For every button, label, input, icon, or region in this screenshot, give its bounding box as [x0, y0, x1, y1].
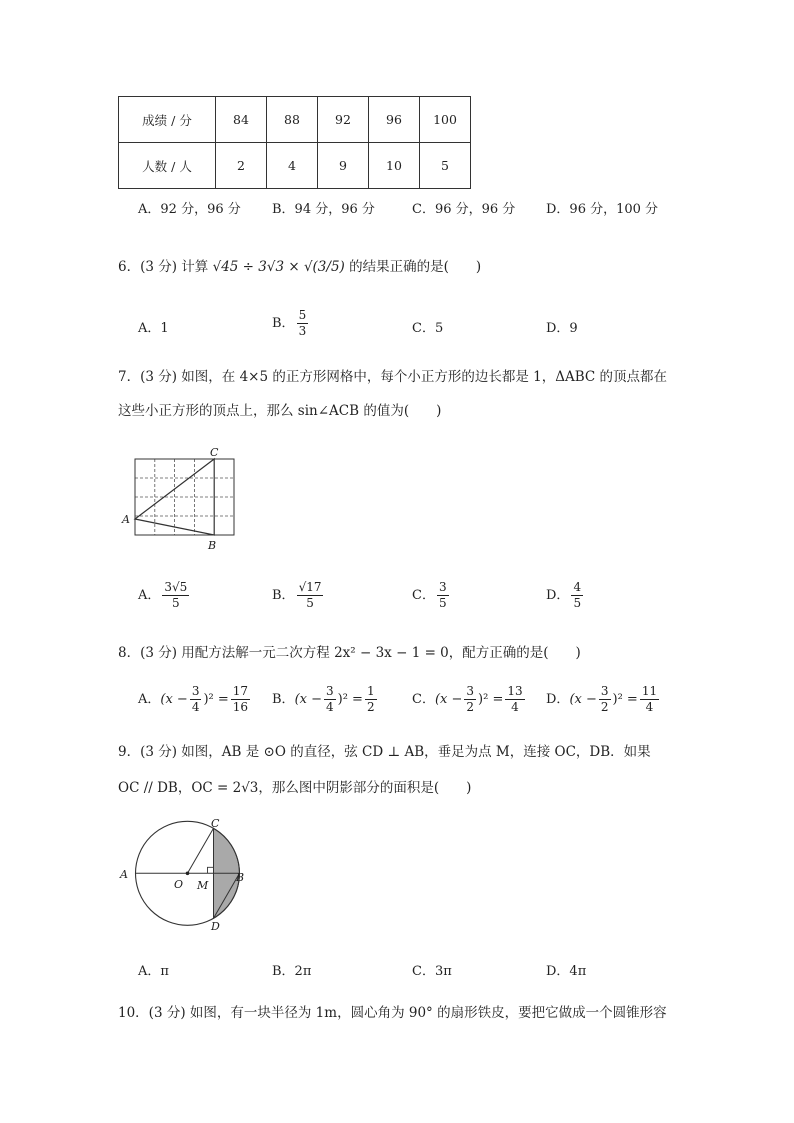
label-a: A: [122, 513, 130, 526]
q9-option-b[interactable]: B．2π: [272, 964, 312, 979]
expr-part: (x −: [160, 692, 188, 707]
q9-option-c[interactable]: C．3π: [412, 964, 452, 979]
denominator: 5: [438, 596, 447, 610]
q7-option-b[interactable]: [272, 580, 325, 611]
fraction: [162, 580, 189, 611]
q6-suffix: 的结果正确的是( ): [349, 259, 482, 275]
q5-option-c[interactable]: C．96 分，96 分: [412, 202, 516, 217]
fraction: [464, 684, 476, 715]
option-label: A．: [138, 692, 161, 707]
circle-figure: [116, 818, 256, 934]
q6-question: [118, 255, 481, 275]
q9-option-d[interactable]: D．4π: [546, 964, 587, 979]
table-cell: 2: [216, 143, 267, 189]
option-label: B．: [272, 692, 295, 707]
fraction: [365, 684, 377, 715]
label-b: B: [208, 539, 217, 552]
label-o: O: [174, 878, 184, 891]
fraction: [297, 308, 309, 339]
grid-triangle-figure: [116, 443, 252, 555]
q9-line-2: OC // DB，OC = 2√3，那么图中阴影部分的面积是( ): [118, 780, 472, 796]
denominator: 4: [511, 700, 519, 714]
q8-option-c[interactable]: [412, 684, 527, 715]
q7-line-2: 这些小正方形的顶点上，那么 sin∠ACB 的值为( ): [118, 403, 442, 419]
numerator: 11: [641, 684, 658, 698]
fraction: [571, 580, 583, 611]
q7-option-c[interactable]: [412, 580, 451, 611]
numerator: 3: [326, 684, 334, 698]
fraction: [505, 684, 524, 715]
denominator: 5: [172, 596, 180, 610]
q8-option-d[interactable]: [546, 684, 661, 715]
numerator: 1: [366, 684, 375, 698]
q8-option-a[interactable]: [138, 684, 252, 715]
option-label: D．: [546, 588, 570, 603]
denominator: 16: [232, 700, 249, 714]
expr-part: (x −: [569, 692, 597, 707]
numerator: 4: [573, 580, 582, 594]
q6-option-a[interactable]: A．1: [138, 321, 169, 336]
numerator: 3: [191, 684, 200, 698]
q6-option-b[interactable]: [272, 308, 310, 339]
numerator: 17: [232, 684, 249, 698]
denominator: 2: [600, 700, 609, 714]
denominator: 2: [366, 700, 375, 714]
table-row-header: 成绩 / 分: [119, 97, 216, 143]
expr-part: )² =: [612, 692, 638, 707]
q7-line-1: 7．(3 分) 如图，在 4×5 的正方形网格中，每个小正方形的边长都是 1，ΔABC 的顶点都在: [118, 369, 668, 385]
table-cell: 5: [420, 143, 471, 189]
q9-line-1: 9．(3 分) 如图，AB 是 ⊙O 的直径，弦 CD ⊥ AB，垂足为点 M，连接 OC，DB．如果: [118, 744, 651, 760]
q8-question: 8．(3 分) 用配方法解一元二次方程 2x² − 3x − 1 = 0，配方正确的是( ): [118, 645, 581, 661]
table-cell: 84: [216, 97, 267, 143]
denominator: 3: [298, 324, 307, 338]
q9-option-a[interactable]: A．π: [138, 964, 169, 979]
q5-option-d[interactable]: D．96 分，100 分: [546, 202, 659, 217]
table-cell: 9: [318, 143, 369, 189]
table-cell: 96: [369, 97, 420, 143]
q6-prefix: 6．(3 分) 计算: [118, 259, 209, 275]
denominator: 2: [466, 700, 475, 714]
numerator: 3: [466, 684, 475, 698]
q8-option-b[interactable]: [272, 684, 379, 715]
fraction: [297, 580, 324, 611]
q5-option-b[interactable]: B．94 分，96 分: [272, 202, 375, 217]
center-point: [186, 872, 190, 876]
numerator: 3√5: [164, 580, 188, 594]
q5-option-a[interactable]: A．92 分，96 分: [138, 202, 241, 217]
option-label: D．: [546, 692, 570, 707]
label-c: C: [210, 446, 219, 459]
table-row: [119, 143, 471, 189]
option-label: B．: [272, 588, 295, 603]
right-angle-mark: [208, 867, 214, 873]
q7-option-a[interactable]: [138, 580, 191, 611]
q6-option-c[interactable]: C．5: [412, 321, 444, 336]
numerator: 5: [298, 308, 307, 322]
expr-part: )² =: [203, 692, 229, 707]
label-a: A: [120, 868, 128, 881]
grid-border: [135, 459, 234, 535]
label-m: M: [197, 879, 209, 892]
label-c: C: [211, 818, 220, 830]
numerator: 3: [600, 684, 609, 698]
table-cell: 10: [369, 143, 420, 189]
expr-part: (x −: [294, 692, 322, 707]
table-row: [119, 97, 471, 143]
fraction: [231, 684, 250, 715]
grid-lines: [135, 459, 234, 535]
label-b: B: [236, 871, 245, 884]
expr-part: )² =: [337, 692, 363, 707]
table-cell: 88: [267, 97, 318, 143]
q6-option-d[interactable]: D．9: [546, 321, 578, 336]
expr-part: )² =: [478, 692, 504, 707]
numerator: 3: [438, 580, 447, 594]
table-cell: 92: [318, 97, 369, 143]
fraction: [324, 684, 336, 715]
q6-expression: √45 ÷ 3√3 × √(3/5): [212, 259, 345, 275]
expr-part: (x −: [434, 692, 463, 707]
q10-question: 10．(3 分) 如图，有一块半径为 1m，圆心角为 90° 的扇形铁皮，要把它做成一个圆锥形容: [118, 1005, 667, 1021]
label-d: D: [211, 920, 220, 933]
table-cell: 100: [420, 97, 471, 143]
q7-option-d[interactable]: [546, 580, 585, 611]
denominator: 4: [326, 700, 334, 714]
segment-oc: [188, 828, 214, 873]
fraction: [640, 684, 659, 715]
fraction: [437, 580, 449, 611]
denominator: 5: [306, 596, 314, 610]
table-cell: 4: [267, 143, 318, 189]
numerator: 13: [507, 684, 523, 698]
score-table: [118, 96, 471, 189]
option-label: C．: [412, 692, 435, 707]
fraction: [599, 684, 611, 715]
fraction: [190, 684, 202, 715]
table-row-header: 人数 / 人: [119, 143, 216, 189]
denominator: 5: [573, 596, 582, 610]
option-label: C．: [412, 588, 435, 603]
option-label: A．: [138, 588, 161, 603]
denominator: 4: [191, 700, 200, 714]
numerator: √17: [298, 580, 322, 594]
option-label: B．: [272, 316, 295, 331]
denominator: 4: [645, 700, 654, 714]
